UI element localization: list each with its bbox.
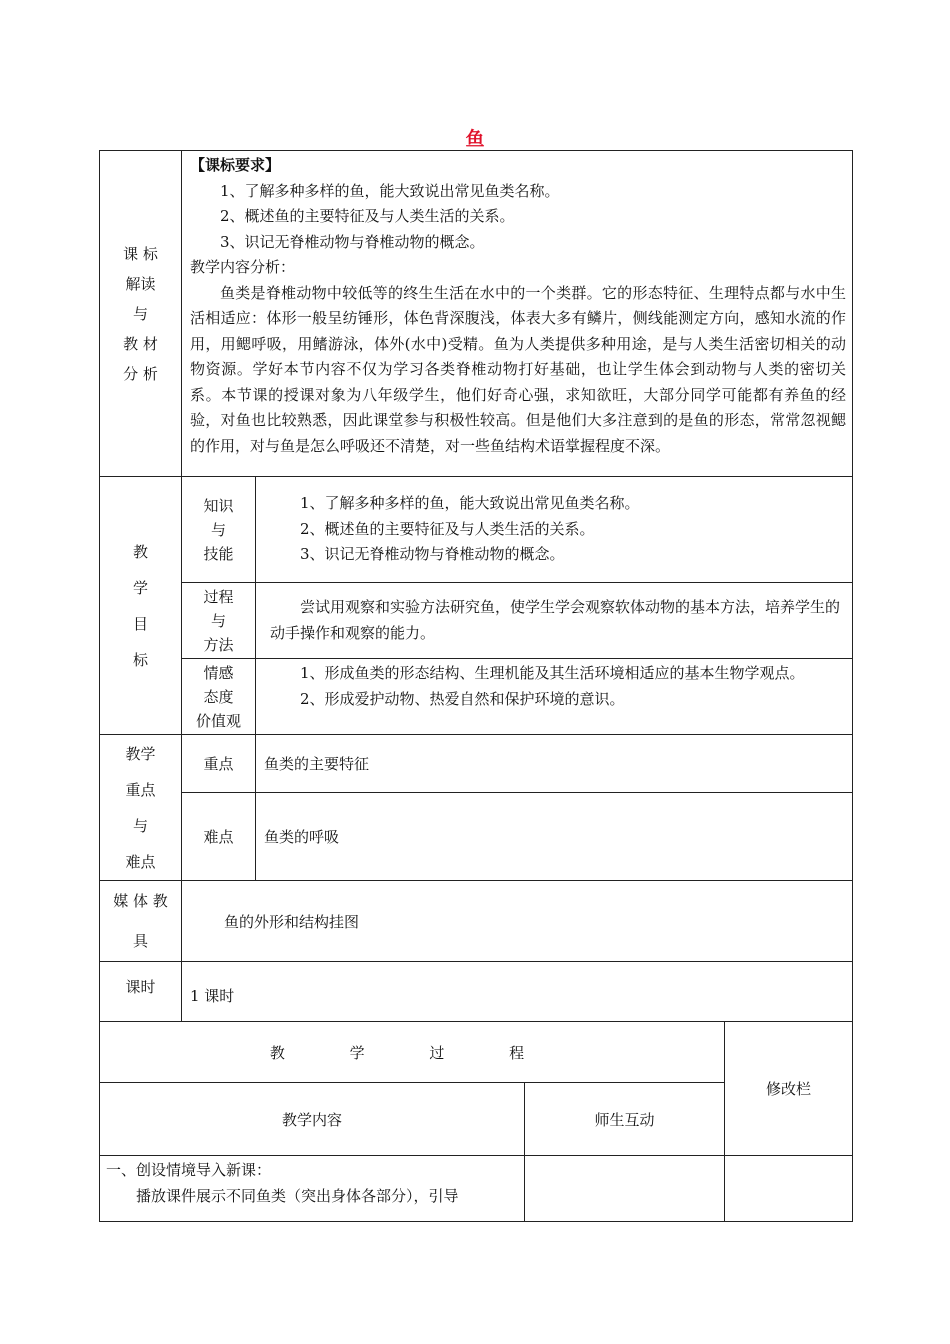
process-heading: 教 学 过 程 <box>100 1022 725 1083</box>
knowledge-item: 2、概述鱼的主要特征及与人类生活的关系。 <box>300 519 595 538</box>
requirement-item: 3、识记无脊椎动物与脊椎动物的概念。 <box>220 232 485 251</box>
analysis-text: 鱼类是脊椎动物中较低等的终生生活在水中的一个类群。它的形态特征、生理特点都与水中生活相适应：体形一般呈纺锤形，体色背深腹浅，体表大多有鳞片，侧线能测定方向，感知水流的作用，用鳃呼吸，用鳍游泳，体外(水中)受精。鱼为人类提供多种用途，是与人类生活密切相关的动物资源。学好本节内容不仅为学习各类脊椎动物打好基础，也让学生体会到动物与人类的密切关系。本节课的授课对象为八年级学生，他们好奇心强，求知欲旺，大部分同学可能都有养鱼的经验，对鱼也比较熟悉，因此课堂参与积极性较高。但是他们大多注意到的是鱼的形态，常常忽视鳃的作用，对与鱼是怎么呼吸还不清楚，对一些鱼结构术语掌握程度不深。 <box>190 283 847 455</box>
requirement-item: 2、概述鱼的主要特征及与人类生活的关系。 <box>220 207 515 225</box>
requirements-heading: 【课标要求】 <box>190 156 281 174</box>
media-label: 媒 体 教 具 <box>100 881 182 962</box>
knowledge-skills-content <box>256 477 853 583</box>
process-step-title: 一、创设情境导入新课： <box>106 1161 272 1179</box>
standards-analysis-content <box>182 151 853 477</box>
knowledge-item: 1、了解多种多样的鱼，能大致说出常见鱼类名称。 <box>300 494 640 512</box>
emotion-values-label: 情感 态度 价值观 <box>182 659 256 735</box>
process-revision-cell <box>725 1156 853 1222</box>
hours-text: 1 课时 <box>182 962 853 1022</box>
process-interaction-cell <box>525 1156 725 1222</box>
media-text: 鱼的外形和结构挂图 <box>182 881 853 962</box>
emotion-item: 1、形成鱼类的形态结构、生理机能及其生活环境相适应的基本生物学观点。 <box>300 664 805 682</box>
emotion-item: 2、形成爱护动物、热爱自然和保护环境的意识。 <box>300 689 625 708</box>
difficulty-text: 鱼类的呼吸 <box>256 793 853 881</box>
process-content-cell <box>100 1156 525 1222</box>
page-title: 鱼 <box>465 128 485 150</box>
content-column-header: 教学内容 <box>100 1083 525 1156</box>
process-text: 尝试用观察和实验方法研究鱼，使学生学会观察软体动物的基本方法，培养学生的动手操作和观察的能力。 <box>270 598 841 642</box>
process-step-text: 播放课件展示不同鱼类（突出身体各部分），引导 <box>136 1186 459 1205</box>
knowledge-item: 3、识记无脊椎动物与脊椎动物的概念。 <box>300 545 565 563</box>
knowledge-skills-label: 知识 与 技能 <box>182 477 256 583</box>
emotion-values-content <box>256 659 853 735</box>
key-point-text: 鱼类的主要特征 <box>256 735 853 793</box>
teaching-goals-label: 教 学 目 标 <box>100 477 182 735</box>
process-method-content <box>256 583 853 659</box>
interaction-column-header: 师生互动 <box>525 1083 725 1156</box>
revision-column-header: 修改栏 <box>725 1022 853 1156</box>
analysis-heading: 教学内容分析： <box>190 258 296 276</box>
process-method-label: 过程 与 方法 <box>182 583 256 659</box>
key-point-label: 重点 <box>182 735 256 793</box>
standards-analysis-label: 课 标 解读 与 教 材 分 析 <box>100 151 182 477</box>
key-points-label: 教学 重点 与 难点 <box>100 735 182 881</box>
requirement-item: 1、了解多种多样的鱼，能大致说出常见鱼类名称。 <box>220 181 560 200</box>
hours-label: 课时 <box>100 962 182 1022</box>
lesson-plan-table <box>99 150 853 1222</box>
difficulty-label: 难点 <box>182 793 256 881</box>
